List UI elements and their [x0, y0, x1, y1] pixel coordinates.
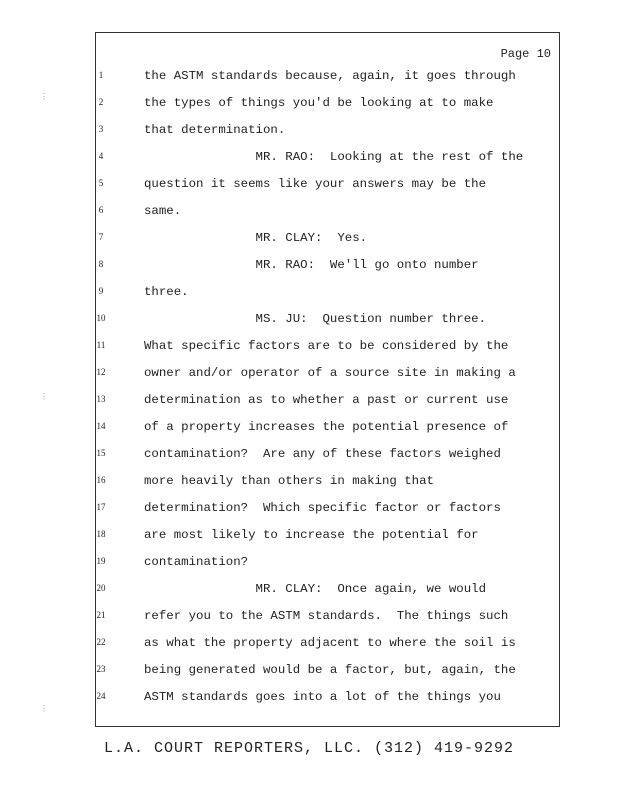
- transcript-line: determination? Which specific factor or factors: [144, 501, 501, 515]
- line-number: 12: [96, 367, 106, 377]
- line-number: 23: [96, 664, 106, 674]
- transcript-page-frame: [95, 32, 560, 727]
- line-number: 16: [96, 475, 106, 485]
- line-number: 9: [98, 286, 104, 296]
- transcript-line: MR. CLAY: Once again, we would: [144, 582, 487, 596]
- line-number: 5: [98, 178, 104, 188]
- line-number: 11: [96, 340, 106, 350]
- line-number: 10: [96, 313, 106, 323]
- transcript-line: as what the property adjacent to where the soil is: [144, 636, 516, 650]
- transcript-line: MR. CLAY: Yes.: [144, 231, 368, 245]
- page-number-label: Page 10: [500, 47, 551, 61]
- transcript-line: that determination.: [144, 123, 286, 137]
- transcript-line: contamination?: [144, 555, 249, 569]
- line-number: 3: [98, 124, 104, 134]
- transcript-line: MR. RAO: We'll go onto number: [144, 258, 479, 272]
- transcript-line: being generated would be a factor, but, again, the: [144, 663, 516, 677]
- court-reporter-footer: L.A. COURT REPORTERS, LLC. (312) 419-9292: [103, 740, 515, 757]
- line-number: 18: [96, 529, 106, 539]
- line-number: 14: [96, 421, 106, 431]
- line-number: 1: [98, 70, 104, 80]
- transcript-line: question it seems like your answers may be the: [144, 177, 487, 191]
- line-number: 21: [96, 610, 106, 620]
- line-number: 8: [98, 259, 104, 269]
- transcript-line: refer you to the ASTM standards. The things such: [144, 609, 509, 623]
- transcript-line: more heavily than others in making that: [144, 474, 434, 488]
- transcript-line: three.: [144, 285, 189, 299]
- line-number: 4: [98, 151, 104, 161]
- line-number: 22: [96, 637, 106, 647]
- line-number: 17: [96, 502, 106, 512]
- line-number: 20: [96, 583, 106, 593]
- transcript-line: owner and/or operator of a source site in making a: [144, 366, 516, 380]
- line-number: 13: [96, 394, 106, 404]
- line-number: 6: [98, 205, 104, 215]
- transcript-line: What specific factors are to be considered by the: [144, 339, 509, 353]
- line-number: 7: [98, 232, 104, 242]
- transcript-line: MS. JU: Question number three.: [144, 312, 487, 326]
- transcript-line: the types of things you'd be looking at to make: [144, 96, 494, 110]
- margin-mark: ⋮: [40, 392, 48, 401]
- transcript-line: of a property increases the potential presence of: [144, 420, 509, 434]
- transcript-line: contamination? Are any of these factors weighed: [144, 447, 501, 461]
- transcript-line: the ASTM standards because, again, it goes through: [144, 69, 516, 83]
- transcript-line: same.: [144, 204, 182, 218]
- line-number: 2: [98, 97, 104, 107]
- transcript-line: are most likely to increase the potential for: [144, 528, 479, 542]
- margin-mark: ⋮: [40, 704, 48, 713]
- transcript-line: determination as to whether a past or current use: [144, 393, 509, 407]
- line-number: 19: [96, 556, 106, 566]
- transcript-line: MR. RAO: Looking at the rest of the: [144, 150, 524, 164]
- line-number: 24: [96, 691, 106, 701]
- line-number: 15: [96, 448, 106, 458]
- transcript-line: ASTM standards goes into a lot of the things you: [144, 690, 501, 704]
- margin-mark: ⋮: [40, 92, 48, 101]
